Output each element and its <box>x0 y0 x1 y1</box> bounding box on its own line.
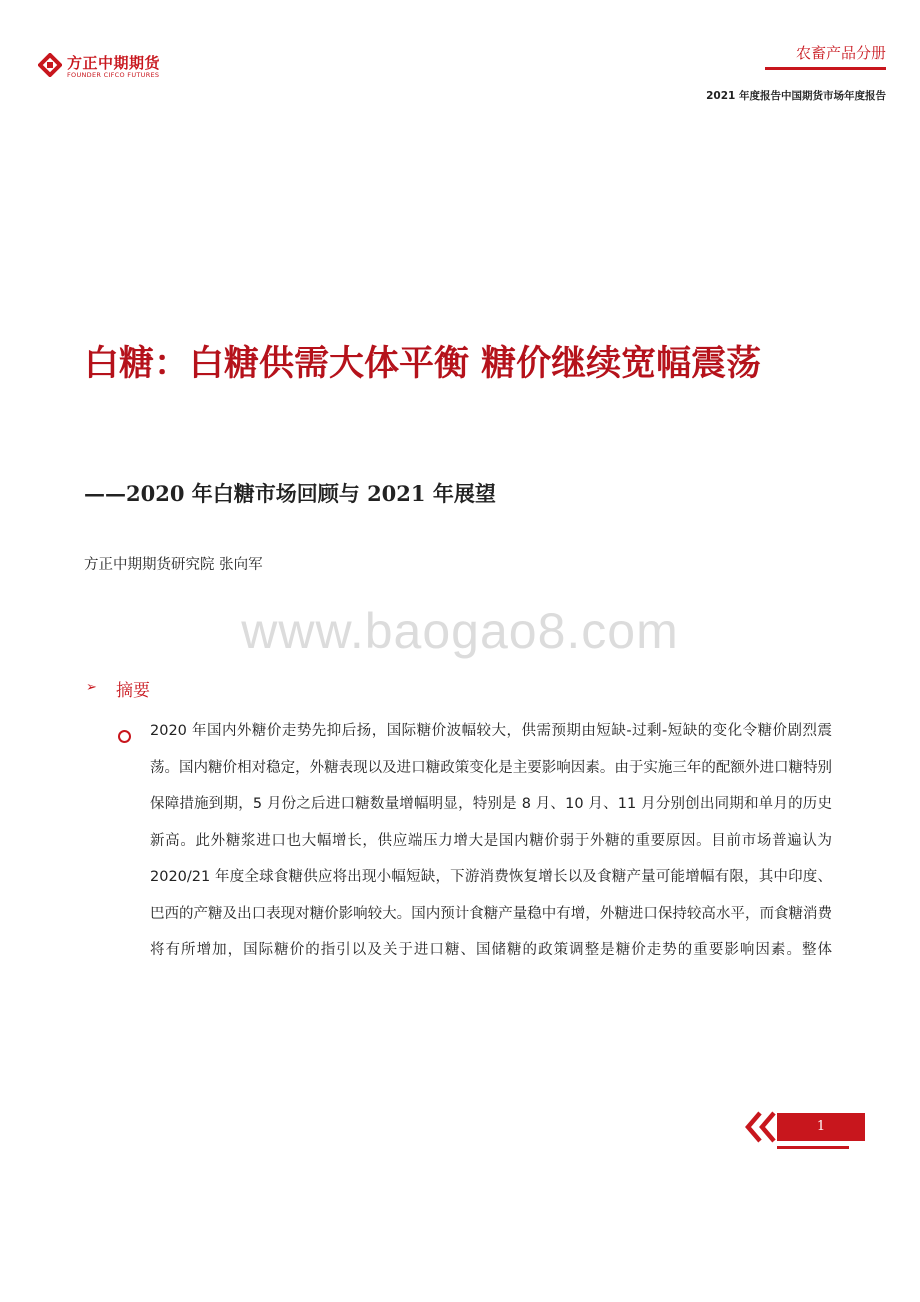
logo-english-name: FOUNDER CIFCO FUTURES <box>67 71 160 79</box>
author-line: 方正中期期货研究院 张向军 <box>84 557 263 573</box>
document-subtitle: ——2020 年白糖市场回顾与 2021 年展望 <box>84 481 496 506</box>
document-title: 白糖：白糖供需大体平衡 糖价继续宽幅震荡 <box>84 344 762 384</box>
summary-paragraph: 2020 年国内外糖价走势先抑后扬，国际糖价波幅较大，供需预期由短缺-过剩-短缺的变化令糖价剧烈震荡。国内糖价相对稳定，外糖表现以及进口糖政策变化是主要影响因素。由于实施三年的配额外进口糖特别保障措施到期，5 月份之后进口糖数量增幅明显，特别是 8 月、10 月、11 月分别创出同期和单月的历史新高。此外糖浆进口也大幅增长，供应端压力增大是国内糖价弱于外糖的重要原因。目前市场普遍认为 2020/21 年度全球食糖供应将出现小幅短缺，下游消费恢复增长以及食糖产量可能增幅有限，其中印度、巴西的产糖及出口表现对糖价影响较大。国内预计食糖产量稳中有增，外糖进口保持较高水平，而食糖消费将有所增加，国际糖价的指引以及关于进口糖、国储糖的政策调整是糖价走势的重要影响因素。整体 <box>150 723 832 958</box>
section-title: 摘要 <box>116 681 150 701</box>
series-label: 农畜产品分册 <box>795 44 886 62</box>
page-number: 1 <box>777 1113 865 1141</box>
company-logo-mark-icon <box>38 53 62 77</box>
footer-chevron-icon <box>742 1110 778 1144</box>
watermark: www.baogao8.com <box>241 603 679 659</box>
company-logo <box>38 50 178 84</box>
header-divider <box>765 67 886 70</box>
section-arrow-icon: ➢ <box>86 680 97 695</box>
footer-underline <box>777 1146 849 1149</box>
bullet-circle-icon <box>118 730 131 743</box>
logo-chinese-name: 方正中期期货 <box>67 54 161 72</box>
report-title: 2021 年度报告中国期货市场年度报告 <box>706 90 886 102</box>
